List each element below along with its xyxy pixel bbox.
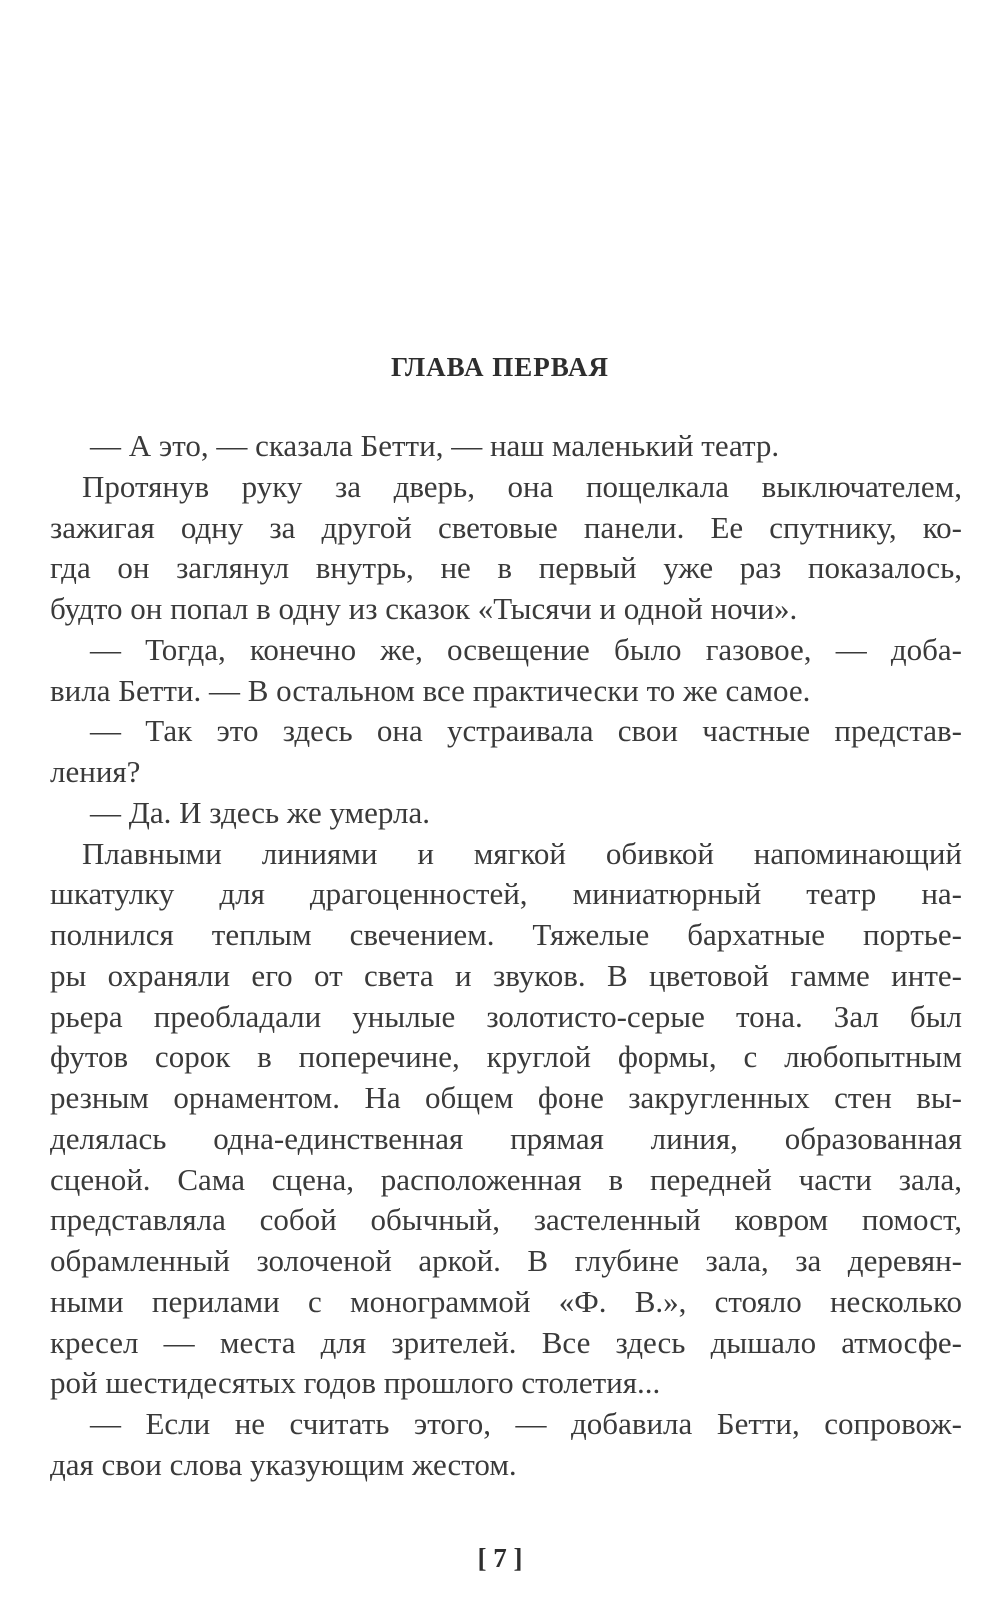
- chapter-title: ГЛАВА ПЕРВАЯ: [390, 352, 610, 382]
- text-line: будто он попал в одну из сказок «Тысячи и одной ночи».: [50, 591, 798, 626]
- text-line: резным орнаментом. На общем фоне закругленных стен вы-: [50, 1080, 962, 1115]
- text-line: шкатулку для драгоценностей, миниатюрный театр на-: [50, 876, 962, 912]
- text-line: — Да. И здесь же умерла.: [90, 794, 430, 830]
- text-line: — Тогда, конечно же, освещение было газовое, — доба-: [90, 631, 962, 667]
- text-line: Плавными линиями и мягкой обивкой напоминающий: [82, 835, 962, 871]
- text-line: Протянув руку за дверь, она пощелкала выключателем,: [82, 468, 962, 504]
- text-line: ными перилами с монограммой «Ф. В.», стояло несколько: [50, 1283, 962, 1319]
- text-line: ления?: [50, 754, 141, 789]
- text-line: сценой. Сама сцена, расположенная в передней части зала,: [50, 1161, 962, 1197]
- text-line: рьера преобладали унылые золотисто-серые тона. Зал был: [50, 998, 962, 1034]
- text-line: обрамленный золоченой аркой. В глубине зала, за деревян-: [50, 1243, 962, 1278]
- text-line: делялась одна-единственная прямая линия, образованная: [50, 1120, 962, 1156]
- text-line: футов сорок в поперечине, круглой формы, с любопытным: [50, 1039, 962, 1075]
- page-number: [ 7 ]: [477, 1543, 523, 1573]
- text-line: вила Бетти. — В остальном все практически то же самое.: [50, 672, 811, 708]
- text-line: кресел — места для зрителей. Все здесь дышало атмосфе-: [50, 1324, 962, 1360]
- text-line: зажигая одну за другой световые панели. Ее спутнику, ко-: [50, 509, 962, 545]
- text-line: ры охраняли его от света и звуков. В цветовой гамме инте-: [50, 957, 962, 993]
- text-line: гда он заглянул внутрь, не в первый уже раз показалось,: [50, 550, 962, 586]
- body-text: [50, 426, 962, 1486]
- text-line: полнился теплым свечением. Тяжелые бархатные портье-: [50, 917, 962, 952]
- text-line: — А это, — сказала Бетти, — наш маленький театр.: [90, 428, 780, 463]
- text-line: — Если не считать этого, — добавила Бетти, сопровож-: [90, 1406, 962, 1441]
- text-line: — Так это здесь она устраивала свои частные представ-: [90, 713, 962, 749]
- text-line: дая свои слова указующим жестом.: [50, 1446, 517, 1482]
- text-line: представляла собой обычный, застеленный ковром помост,: [50, 1202, 962, 1238]
- text-line: рой шестидесятых годов прошлого столетия...: [50, 1365, 661, 1401]
